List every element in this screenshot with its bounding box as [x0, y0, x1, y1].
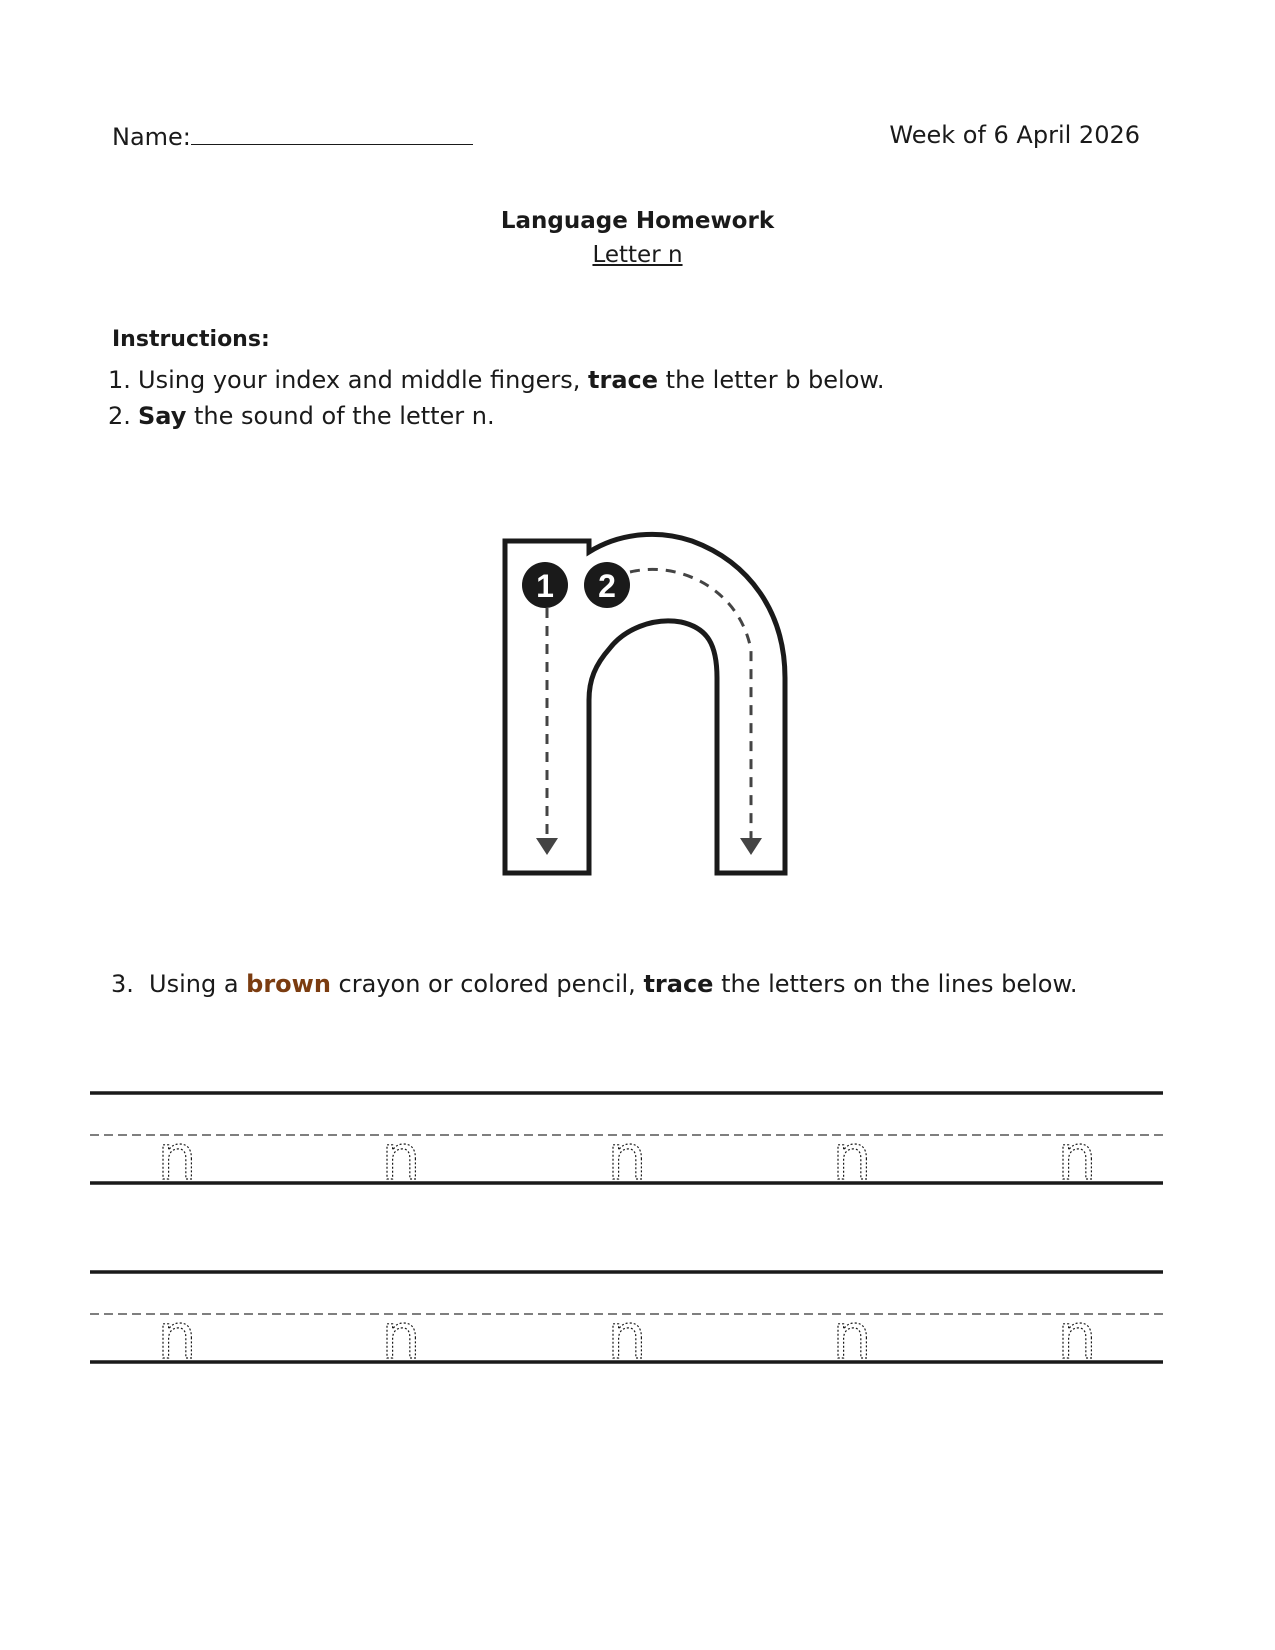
tracing-letter[interactable]: n [157, 1300, 197, 1373]
page-title: Language Homework [500, 208, 775, 234]
tracing-letter[interactable]: n [381, 1300, 421, 1373]
tracing-letter[interactable]: n [607, 1121, 647, 1194]
week-date: Week of 6 April 2026 [889, 121, 1140, 149]
tracing-letter[interactable]: n [1057, 1121, 1097, 1194]
tracing-letter[interactable]: n [381, 1121, 421, 1194]
instruction-step-2: 2. Say the sound of the letter n. [108, 402, 495, 430]
instruction-step-3: 3. Using a brown crayon or colored pencil, trace the letters on the lines below. [111, 970, 1078, 998]
tracing-letter[interactable]: n [607, 1300, 647, 1373]
instructions-heading: Instructions: [112, 327, 270, 352]
name-label: Name: [112, 123, 191, 151]
page-subtitle: Letter n [592, 242, 683, 268]
tracing-letter[interactable]: n [832, 1121, 872, 1194]
instruction-step-1: 1. Using your index and middle fingers, trace the letter b below. [108, 366, 885, 394]
tracing-letter[interactable]: n [1057, 1300, 1097, 1373]
tracing-letter[interactable]: n [157, 1121, 197, 1194]
stroke-badge-1-label: 1 [536, 568, 554, 604]
tracing-letter[interactable]: n [832, 1300, 872, 1373]
stroke-badge-2-label: 2 [598, 568, 616, 604]
